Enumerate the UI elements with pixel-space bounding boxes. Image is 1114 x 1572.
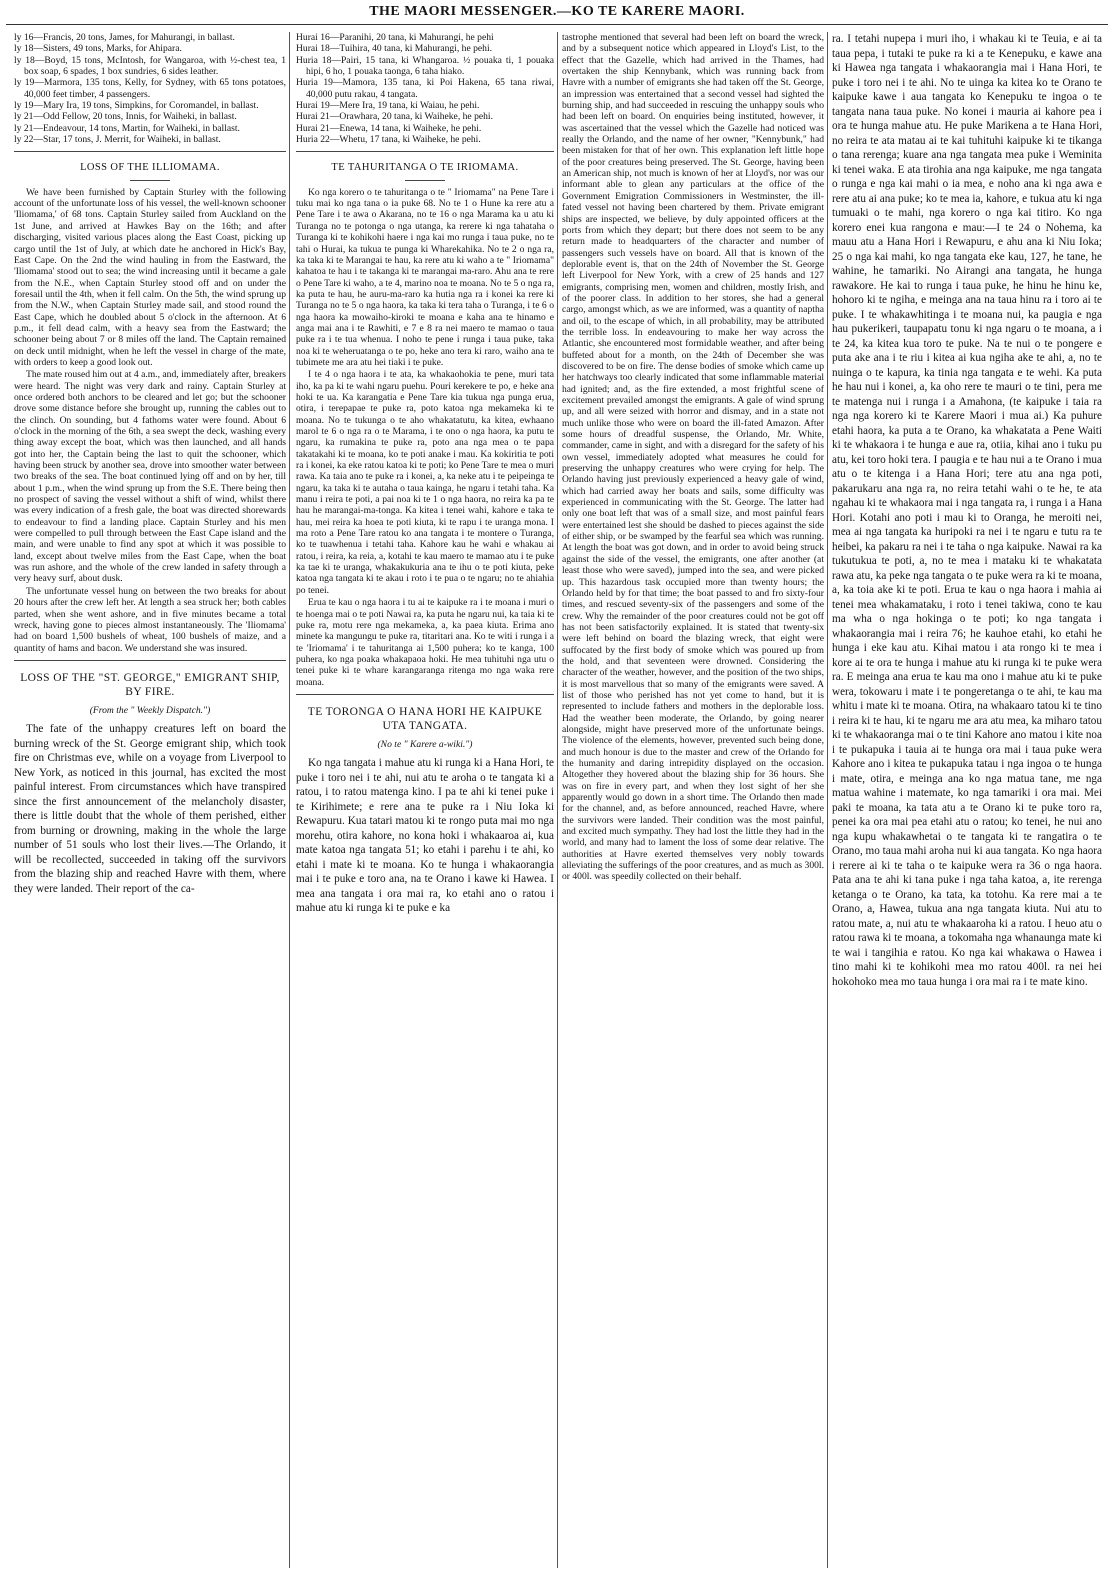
article-paragraph: The fate of the unhappy creatures left on board the burning wreck of the St. George emigrant ship, which took fire on Christmas eve, while on a voyage from Liverpool to New York, as noticed in this journal, has excited the most painful interest. From circumstances which have transpired since the first announcement of the melancholy disaster, there is little doubt that the whole of them perished, either from burning or drowning, making in the whole the large number of 51 souls who lost their lives.—The Orlando, it will be recollected, succeeded in taking off the survivors from the blazing ship and reached Havre with them, where they were landed. Their report of the ca- xyxy=(14,723,286,895)
column-4 xyxy=(832,32,1102,1568)
shipping-entry: Huria 18—Pairi, 15 tana, ki Whangaroa. ½ pouaka ti, 1 pouaka hipi, 6 ho, 1 pouaka taonga, 6 taha hiako. xyxy=(296,54,554,78)
section-rule xyxy=(296,151,554,152)
article-source: (No te " Karere a-wiki.") xyxy=(377,738,473,750)
column-divider xyxy=(557,32,558,1568)
column-3 xyxy=(562,32,824,1568)
shipping-entry: ly 19—Mary Ira, 19 tons, Simpkins, for Coromandel, in ballast. xyxy=(14,100,259,112)
shipping-entry: ly 19—Marmora, 135 tons, Kelly, for Sydney, with 65 tons potatoes, 40,000 feet timber, 4 passengers. xyxy=(14,77,286,100)
article-paragraph: Ko nga tangata i mahue atu ki runga ki a Hana Hori, te puke i toro nei i te ahi, nui atu te aroha o te tangata ki a ratou, i to ratou matenga kino. I pa te ahi ki tenei puke i te Kirihimete; e rere ana te puke ra i Niu Ioka ki Rewapuru. Kua tatari matou ki te rongo puta mai mo nga morehu, otira kahore, no kona hoki i whakaaroa ai, kua mate katoa nga tangata 51; ko etahi i parehu i te ahi, ko etahi i mate ki te moana. Ko te hunga i whakaorangia mai i te puke e toro ana, na te Orano i kawe ki Hawea. I mea ana tangata i ora mai ra, ko etahi ano o ratou i mahue atu ki runga ki te puke e ka xyxy=(296,757,554,915)
column-1 xyxy=(14,32,286,1568)
article-heading: TE TORONGA O HANA HORI HE KAIPUKE UTA TANGATA. xyxy=(307,705,543,732)
section-rule xyxy=(14,660,286,661)
column-2 xyxy=(296,32,554,1568)
article-paragraph: The unfortunate vessel hung on between the two breaks for about 20 hours after the crew left her. At length a sea struck her; both cables parted, when she went ashore, and in five minutes became a total wreck, having gone to pieces almost instantaneously. The 'Iliomama' had on board 1,500 bushels of wheat, 100 bushels of maize, and a quantity of hams and bacon. We understand she was insured. xyxy=(14,585,286,654)
article-paragraph: Ko nga korero o te tahuritanga o te " Iriomama" na Pene Tare i tuku mai ko nga tana o ia puke 68. No te 1 o Hune ka rere atu a Pene Tare i te awa o Akarana, no te 16 o nga Marama ka u atu ki Turanga no te potonga o nga utanga, ka rerere ki nga tahataha o Turanga ki te kohikohi haere i nga kai mo runga i taua puke, no te tahi o Hurai, ka tukua te punga ki Wharekahika. No te 2 o nga ra, ka taka ki te Marangai te hau, ka rere atu ki waho a te " Iriomama" kahatoa te hau i te takanga ki te marangai ma-raro. Ahu ana te rere o Pene Tare ki waho, a te 4, marino noa te moana. No te 5 o nga ra, ka puta te hau, he auru-ma-raro ka hutia nga ra i konei ka rere ki Turanga no te 5 o nga haora, ka taka ki tera taha o Turanga, i te 6 o nga haora ka mowaiho-kiroki te moana e kaha ana te hinamo e anga mai ana i te Rawhiti, e 7 e 8 ra nei maero te mamao o taua puke ra i te tua whenua. I noho te pene i runga i taua puke, taka noa ki te weheruatanga o te po, heke ano tera ki raro, waiho ana te tubimete me ara atu hei tiaki i te puke. xyxy=(296,186,554,368)
shipping-entry: ly 21—Endeavour, 14 tons, Martin, for Waiheki, in ballast. xyxy=(14,122,240,134)
shipping-entry: Hurai 21—Orawhara, 20 tana, ki Waiheke, he pehi. xyxy=(296,111,493,123)
page-header xyxy=(0,0,1114,30)
shipping-entry: ly 18—Sisters, 49 tons, Marks, for Ahipara. xyxy=(14,43,182,55)
shipping-entry: ly 18—Boyd, 15 tons, McIntosh, for Wangaroa, with ½-chest tea, 1 box soap, 6 spades, 1 box sundries, 6 sides leather. xyxy=(14,54,286,78)
article-source: (From the " Weekly Dispatch.") xyxy=(89,704,211,716)
article-heading: LOSS OF THE "ST. GEORGE," EMIGRANT SHIP, BY FIRE. xyxy=(20,671,280,698)
shipping-entry: Hurai 16—Paranihi, 20 tana, ki Mahurangi, he pehi xyxy=(296,32,494,43)
shipping-entry: Huria 22—Whetu, 17 tana, ki Waiheke, he pehi. xyxy=(296,134,481,146)
section-rule xyxy=(14,151,286,152)
article-paragraph: The mate roused him out at 4 a.m., and, immediately after, breakers were heard. The night was very dark and rainy. Captain Sturley at once ordered both anchors to be cleared and let go; but the schooner drove some distance before she brought up, running the cables out to the clinch. On sounding, but 4 fathoms water were found. About 6 o'clock in the morning of the 6th, a sea swept the deck, washing every thing away except the boat, which was then launched, and all hands got into her, the Captain being the last to quit the schooner, which having been struck by another sea, drove into smoother water between two breaks of the sea. The boat continued lying off and on by her, till about 1 p.m., when the wind sprung up from the S.E. There being then no prospect of saving the vessel without a shift of wind, whilst there was every indication of a fresh gale, the boat was directed shorewards to endeavour to find a landing place. Captain Sturley and his men were compelled to pull through between the East Cape island and the main, and were unable to find any spot at which it was possible to land, except about twelve miles from the East Cape, when the boat was run ashore, and the whole of the crew landed in safety through a very heavy surf, about dusk. xyxy=(14,369,286,585)
article-paragraph: ra. I tetahi nupepa i muri iho, i whakau ki te Teuia, e ai ta taua pepa, i tutaki te puke ra ki a te Kenepuku, e kawe ana ki Hawea nga tangata i whakaorangia mai i Hana Hori, te puke i toro nei i te ahi. No te uinga ka kitea ko te Orano te kaipuke kawe i aua tangata ko Kenepuku te ingoa o te tangata nana taua puke. No konei i mauria ai kahore pea i ora te hunga mahue atu. He puke Marikena a te Hana Hori, no reira te ata matau ai te kai tuhituhi kaipuke ki te tikanga o tana rerenga; kuare ana nga tangata mea puke i Weminita ki tenei waka. E ata tirohia ana nga kaipuke, me nga tangata o runga e nga kai mahi o ia mea, e noho ana ki nga awa e rere atu ai ana puke; ko te mea ia, kahore, e tukua atu ki nga tumuaki o te mahi, nga korero o nga kai titiro. Ko nga korero enei kua rangona e mau:—I te 24 o Nohema, ka mauu atu a Hana Hori i Rewapuru, e ahu ana ki Niu Ioka; 25 o nga kai mahi, ko nga tangata eke kau, 127, he tane, he wahine, he tamariki. No Airangi ana tangata, he hunga rawakore. He kai to runga i taua puke, he hinu he hinu ke, hohoro ki te ngiha, e meinga ana na taua hinu ra i toro ai te puke. I te whakawhitinga i te moana nui, ka paugia e nga hau pukerikeri, taupapatu tonu ki nga ngaru o te moana, a i te 24, ka kitea kua toro te puke. Na te nui o te pongere e puta ake ana i te riu i kitea ai kua ngiha ake te ahi, a, no te nuinga o te kapura, ka tinia nga tangata e te wehi. Ka puta he hau nui i konei, a, ka oho rere te mauri o te tini, pera me te matenga nui i runga i a Amahona, (te kaipuke i taia ra nga nga korero ki te Karere Maori i mua ai.) Ka puhure etahi haora, ka puta a te Orano, ka whakatata a Pene Waiti ki te whakaora i te hunga e aue ra, otiia, kihai ano i tuku pu atu, kei toro hoki tera. I paugia e te hau nui a te Orano i mua atu o te kitenga i a Hana Hori; tere atu ana nga poti, pakarukaru ana nga ra, no reira tetahi wahi o te he, te ata ngahau ki te whakaora mai i nga tangata ra, i runga i a Hana Hori. Kotahi ano poti i mau ki to Oranga, he meroiti nei, mea ai nga tangata ka huripoki ra nei i te ngaru e tutu ra te heibei, ka pakaru ra nei i te taha o nga kaipuke. Nawai ra ka tukutukua te poti, a, no te mea i mataku ki te whakatata rawa atu, ka peke nga tangata o te puke wera ra ki te moana, a, ka toia ake ki te poti. Erua te kau o nga haora i mahia ai tenei mea whakamataku, i roto i tenei takiwa, cono te kau ma wha o nga hokinga o te poti; ko nga tangata i whakaorangia mai i reira 76; he kauhoe etahi, ko etahi he hunga i eke kau atu. Kihai matou i ata rongo ki te mea i kore ai te ora te hunga i mahue atu ki runga ki te puke wera ra. E meinga ana erua te kau ma ono i mahue atu ki te puke wera, tokowaru i mate i te pongeretanga o te ahi, te kau ma whitu i mate ki te moana. Otira, na whakaaro tatou ki te tino i reira ki te hau, ki te ngaru me ara atu mea, ka miharo tatou ki te whakaoranga mai o te tini Kahore ano matou i kite noa i te pukapuka i tauia ai te hunga ora mai i taua puke wera Kahore ano i kitea te pukapuka tatau i nga ingoa o te hunga i mate, otira, e meinga ana ko nga matua tane, me nga matua wahine i matemate, ko nga tamariki i ora mai. Mei paki te moana, ka tata atu a te Orano ki te puke toro ra, penei ka ora mai pea etahi atu o ratou; ko tenei, he nui ano nga kupu whakawhetai o te tangata ki te rangatira o te Orano, mo taua mahi aroha nui ki aua tangata. Ko nga haora i rerere ai ki te taha o te kaipuke wera ra 36 o nga haora. Pata ana te ahi ki tana puke i nga taha katoa, a, ite rerenga ketanga o te Orano, ka tata, ka totohu. Ka rere mai a te Orano, a, Hawea, tukua ana nga tangata kiuta. Nui atu to ratou mate, a, nui atu te whakaaroha ki a ratou. I heuo atu o ratou rawa ki te moana, a tokomaha nga whanaunga mate ki te wai i tangihia e ratou. Ko nga kai whakawa o Hawea i tino mahi ki te kohikohi mea mo ratou 400l. ra nei hei hokohoko mea mo taua hunga i ora mai ra i te mate kino. xyxy=(832,33,1102,988)
shipping-entry: Hurai 21—Enewa, 14 tana, ki Waiheke, he pehi. xyxy=(296,122,482,134)
article-paragraph: I te 4 o nga haora i te ata, ka whakaohokia te pene, muri tata iho, ka pa ki te wahi ngaru puehu. Pouri kerekere te po, e heke ana hoki te ua. Ka karangatia e Pene Tare kia tukua nga punga erua, otira, i terepapae te puke ra, poto katoa nga mekameka ki te moana. No te tukunga o te aho whakatatutu, ka kitea, ewhaano marol te 6 o nga ra o te Marama, i te ono o nga haora, ka putu te ngaru, ka rumakina te puke ra, poto ana nga mea o te papa takatakahi ki te moana, ko te poti anake i mau. Ka kokiritia te poti ra i konei, ka eke ratou katoa ki te poti; ko Pene Tare te mea o muri rawa. Ka taia ano te puke ra i konei, a, ka neke atu i te peipeinga te ngaru, ka taka ki te autaha o taua kainga, he ngaru i tetahi taha. Ka manu i reira te poti, a pai noa ki te 1 o nga haora, no reira ka pa te hau he marangai-ma-tonga. Ka kitea i tenei wahi, kahore e taka te hau, mei reira ka hoea te poti kiuta, ki te rapu i te uranga mona. I ma roto a Pene Tare ratou ko ana tangata i te montere o Turanga, ko te tuawhenua i tetahi taha. Kahore kau he wahi e whakau ai ratou, i reira, ka reia, a, kotahi te kau maero te mamao atu i te puke ka tae ki te uranga, whakakukuria ana te ihu o te poti kiuta, peke katoa nga tangata ki te akau i roto i te pua o te ngaru; no te ahiahia po tenei. xyxy=(296,369,554,596)
header-rule xyxy=(6,24,1108,25)
heading-rule xyxy=(130,180,170,181)
shipping-entry: Huria 19—Mamora, 135 tana, ki Poi Hakena, 65 tana riwai, 40,000 putu rakau, 4 tangata. xyxy=(296,77,554,100)
page-title: THE MAORI MESSENGER.—KO TE KARERE MAORI. xyxy=(369,4,745,19)
article-heading: LOSS OF THE ILLIOMAMA. xyxy=(80,162,220,174)
article-heading: TE TAHURITANGA O TE IRIOMAMA. xyxy=(331,162,519,174)
shipping-entry: ly 22—Star, 17 tons, J. Merrit, for Waiheki, in ballast. xyxy=(14,134,221,146)
article-paragraph: Erua te kau o nga haora i tu ai te kaipuke ra i te moana i muri o te hoenga mai o te poti Nawai ra, ka puta he ngaru nui, ka taia ki te puke ra, motu rere nga mekameka, a, ka paea kiuta. Erima ano minete ka mangungu te puke ra, titaritari ana. Ko te witi i runga i a te 'Iriomama' i te tahuritanga ai 1,500 puhera; ko te kanga, 100 puhera, ko nga poaka whakapaoa hoki. He mea tuhituhi nga utu o tenei puke ki te whare karangaranga ritenga mo nga waka rere moana. xyxy=(296,597,554,688)
column-divider xyxy=(289,32,290,1568)
article-paragraph: tastrophe mentioned that several had been left on board the wreck, and by a subsequent notice which appeared in Lloyd's List, to the effect that the Gazelle, which had arrived in the Thames, had overtaken the ship Kennybank, which was running back from Havre with a number of emigrants she had taken off the St. George, an impression was entertained that a second vessel had sighted the burning ship, and had succeeded in rescuing the unhappy souls who had been left on board. On enquiries being instituted, however, it was ascertained that the vessel which the Gazelle had noticed was really the Orlando, and the name of her owner, "Kennybunk," had been mistaken for that of her own. This explanation left little hope of the poor creatures being preserved. The St. George, having been an American ship, not much is known of her at Lloyd's, nor was our informant able to glean any particulars at the office of the Government Emigration Commissioners in Westminster, the ill-fated vessel not having been chartered by them. Private emigrant ships are inspected, we believe, by duly appointed officers at the ports from which they depart; but there does not seem to be any return made to headquarters of the character and number of passengers such vessels have on board. All that is known of the deplorable event is, that on the 24th of November the St. George left Liverpool for New York, with a crew of 25 hands and 127 emigrants, comprising men, women and children, mostly Irish, and of the poorer class. In addition to her stores, she had a general cargo, amongst which, as we are informed, was a quantity of naptha and oil, to the escape of which, in all probability, may be attributed the terrible loss. In endeavouring to make her way across the Atlantic, she encountered most formidable weather, and after being buffeted about for a month, on the 24th of December she was discovered to be on fire. The dense bodies of smoke which came up her hatchways too clearly indicated that some inflammable material had ignited; and, as the fire extended, a most frightful scene of excitement prevailed amongst the emigrants. A gale of wind sprung up, and all were seized with horror and dismay, and in a state not much unlike those who were on board the ill-fated Amazon. After some hours of dreadful suspense, the Orlando, Mr. White, commander, came in sight, and with a disregard for the safety of his own vessel, immediately adopted what measures he could for preserving the unhappy creatures who were crying for help. The Orlando having just previously experienced a heavy gale of wind, which had carried away her boats and sails, some difficulty was experienced in communicating with the St. George. The latter had only one boat left that was of a small size, and most painful fears were entertained lest she should be dashed to pieces against the side of either ship, or be swamped by the fearful sea which was running. At length the boat was got down, and in order to avoid being struck against the side of the vessel, the emigrants, one after another (at least those who were saved), jumped into the sea, and were picked up. This hazardous task occupied more than twenty hours; the Orlando held by for that time; the boat passed to and fro sixty-four times, and rescued seventy-six of the passengers and some of the crew. Why the remainder of the poor creatures could not be got off has not been satisfactorily explained. It is stated that twenty-six were left behind on board the blazing wreck, that eight were suffocated by the first body of smoke which was poured up from the hold, and that seventeen were drowned. Considering the character of the weather, however, and the position of the two ships, it is most marvellous that so many of the emigrants were saved. A list of those who perished has not yet come to hand, but it is represented to include fathers and mothers in the deplorable loss. Had the weather been moderate, the Orlando, by going nearer alongside, might have preserved more of the unfortunate beings. The violence of the elements, however, prevented such being done, and much honour is due to the master and crew of the Orlando for the humanity and daring intrepidity displayed on the occasion. Altogether they hovered about the blazing ship for 36 hours. She was on fire in every part, and when they lost sight of her she apparently would go down in a short time. The Orlando then made for the channel, and, as before announced, reached Havre, where the survivors were landed. Their condition was the most painful, and excited much sympathy. They had lost the little they had in the world, and many had to lament the loss of some dear relative. The authorities at Havre exerted themselves very nobly towards alleviating the sufferings of the poor creatures, and as much as 300l. or 400l. was speedily collected on their behalf. xyxy=(562,32,824,883)
article-paragraph: We have been furnished by Captain Sturley with the following account of the unfortunate loss of his vessel, the well-known schooner 'Iliomama,' of 68 tons. Captain Sturley sailed from Auckland on the 1st June, and arrived at Hawkes Bay on the 16th; and after discharging, visited various places along the East Coast, picking up cargo until the 1st of July, at which date he anchored in Hick's Bay, East Cape. On the 2nd the wind hauling in from the Eastward, the 'Iliomama' stood out to sea; the wind increasing until it became a gale from the N.E., when Captain Sturley stood off and on under the foresail until the 4th, when it fell calm. On the 5th, the wind sprung up from the N.W., when Captain Sturley made sail, and stood round the East Cape, which he doubled about 5 o'clock in the afternoon. At 6 p.m., it fell dead calm, with a heavy sea from the Eastward; the schooner being about 7 or 8 miles off the land. The Captain remained on deck until midnight, when he left the vessel in charge of the mate, with orders to keep a good look out. xyxy=(14,186,286,368)
column-divider xyxy=(827,32,828,1568)
shipping-entry: Hurai 18—Tuihira, 40 tana, ki Mahurangi, he pehi. xyxy=(296,43,493,55)
section-rule xyxy=(296,694,554,695)
heading-rule xyxy=(405,180,445,181)
shipping-entry: ly 16—Francis, 20 tons, James, for Mahurangi, in ballast. xyxy=(14,32,235,43)
shipping-entry: Hurai 19—Mere Ira, 19 tana, ki Waiau, he pehi. xyxy=(296,100,480,112)
shipping-entry: ly 21—Odd Fellow, 20 tons, Innis, for Waiheki, in ballast. xyxy=(14,111,237,123)
